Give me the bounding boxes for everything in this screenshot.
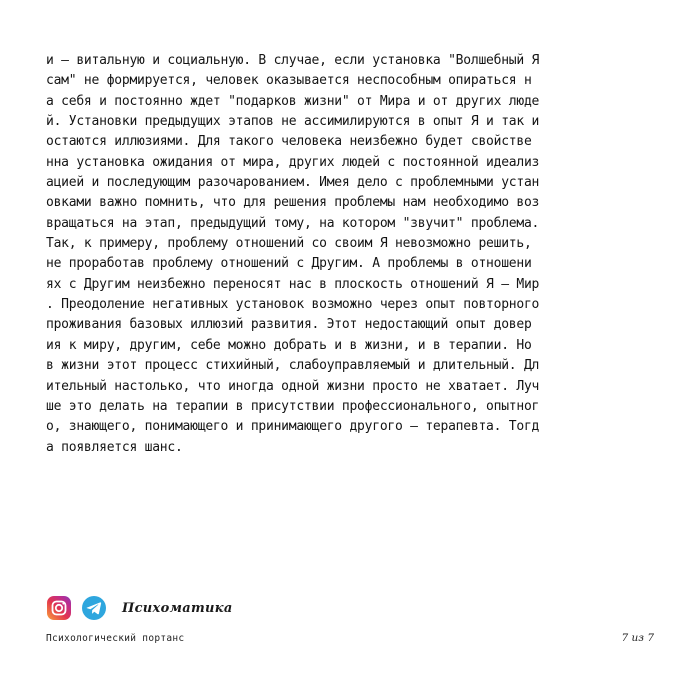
body-line: ительный настолько, что иногда одной жизни просто не хватает. Луч xyxy=(46,378,540,394)
footer-brand xyxy=(46,595,233,621)
instagram-icon[interactable] xyxy=(46,595,72,621)
body-line: ия к миру, другим, себе можно добрать и в жизни, и в терапии. Но xyxy=(46,337,532,353)
body-line: а себя и постоянно ждет "подарков жизни" от Мира и от других люде xyxy=(46,93,540,109)
body-line: й. Установки предыдущих этапов не ассимилируются в опыт Я и так и xyxy=(46,114,540,130)
body-line: и – витальную и социальную. В случае, если установка "Волшебный Я xyxy=(46,53,540,68)
body-line: вращаться на этап, предыдущий тому, на котором "звучит" проблема. xyxy=(46,215,540,231)
body-line: нна установка ожидания от мира, других людей с постоянной идеализ xyxy=(46,154,540,170)
body-text xyxy=(46,51,658,458)
page-counter: 7 из 7 xyxy=(621,632,654,644)
body-line: . Преодоление негативных установок возможно через опыт повторного xyxy=(46,297,540,313)
telegram-icon[interactable] xyxy=(81,595,107,621)
footer-caption: Психологический портанс xyxy=(46,633,185,644)
body-line: а появляется шанс. xyxy=(46,439,183,455)
body-line: ях с Другим неизбежно переносят нас в плоскость отношений Я – Мир xyxy=(46,276,540,292)
body-line: ше это делать на терапии в присутствии профессионального, опытног xyxy=(46,398,540,414)
body-line: остаются иллюзиями. Для такого человека неизбежно будет свойстве xyxy=(46,134,532,150)
body-line: не проработав проблему отношений с Другим. А проблемы в отношени xyxy=(46,256,532,272)
body-line: сам" не формируется, человек оказывается неспособным опираться н xyxy=(46,73,532,89)
body-line: ацией и последующим разочарованием. Имея дело с проблемными устан xyxy=(46,175,540,191)
body-line: о, знающего, понимающего и принимающего другого – терапевта. Тогд xyxy=(46,419,540,435)
body-line: в жизни этот процесс стихийный, слабоуправляемый и длительный. Дл xyxy=(46,358,540,374)
body-line: Так, к примеру, проблему отношений со своим Я невозможно решить, xyxy=(46,236,532,252)
brand-name: Психоматика xyxy=(122,600,233,616)
body-line: проживания базовых иллюзий развития. Этот недостающий опыт довер xyxy=(46,317,532,333)
body-line: овками важно помнить, что для решения проблемы нам необходимо воз xyxy=(46,195,540,211)
